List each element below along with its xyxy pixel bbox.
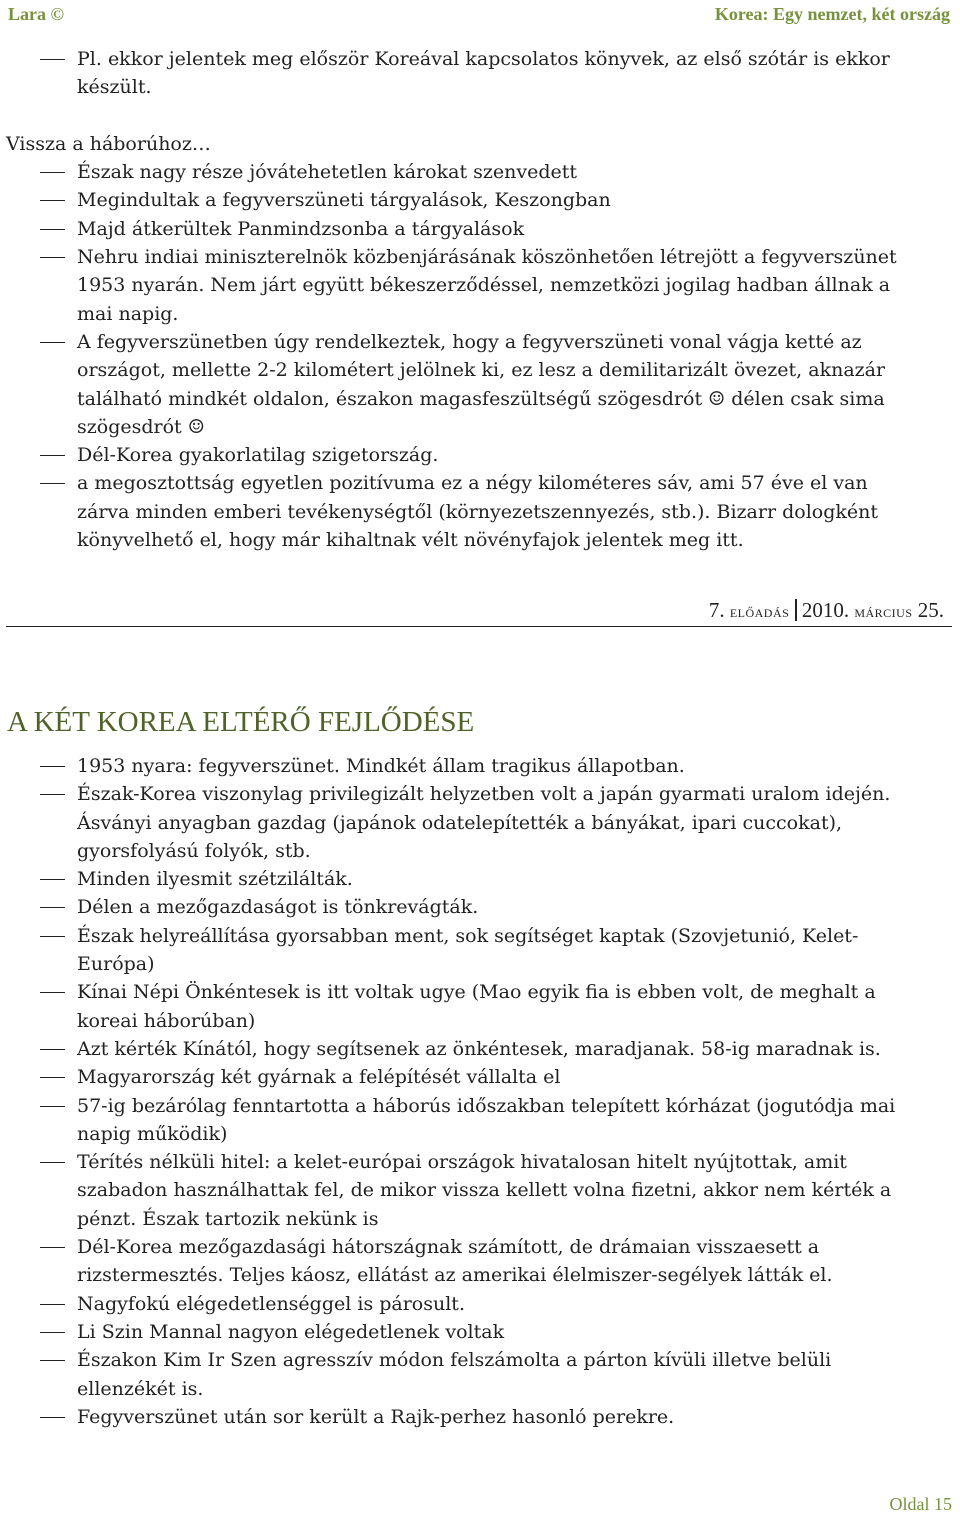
dash-bullet [40, 1247, 65, 1248]
intro-list [0, 45, 960, 102]
lecture-date [709, 598, 944, 623]
dash-bullet [40, 907, 65, 908]
list-item [0, 1148, 937, 1233]
dash-bullet [40, 455, 65, 456]
list-item-line: Európa) [77, 953, 155, 976]
dash-bullet [40, 342, 65, 343]
list-item-line: 57-ig bezárólag fenntartotta a háborús időszakban telepített kórházat (jogutódja mai [77, 1094, 896, 1117]
dash-bullet [40, 766, 65, 767]
subheading: Vissza a háborúhoz… [6, 132, 211, 155]
list-item-line: Térítés nélküli hitel: a kelet-európai országok hivatalosan hitelt nyújtottak, amit [77, 1151, 847, 1174]
lecture-year: 2010. [801, 598, 850, 622]
list-item-line: mai napig. [77, 302, 179, 325]
header-document-title: Korea: Egy nemzet, két ország [714, 4, 950, 24]
list-item-line: szögesdrót ☺ [77, 415, 205, 438]
list-item-line: rizstermesztés. Teljes káosz, ellátást az amerikai élelmiszer-segélyek látták el. [77, 1264, 833, 1287]
list-item-line: 1953 nyarán. Nem járt együtt békeszerződéssel, nemzetközi jogilag hadban állnak a [77, 274, 891, 297]
list-item-line: koreai háborúban) [77, 1009, 256, 1032]
list-item-line: Kínai Népi Önkéntesek is itt voltak ugye (Mao egyik fia is ebben volt, de meghalt a [77, 981, 876, 1004]
list-item-line: országot, mellette 2-2 kilométert jelölnek ki, ez lesz a demilitarizált övezet, aknazár [77, 359, 886, 382]
list-item-line: gyorsfolyású folyók, stb. [77, 839, 311, 862]
list-item [0, 1318, 937, 1346]
list-item-line: található mindkét oldalon, északon magasfeszültségű szögesdrót ☺ délen csak sima [77, 387, 885, 410]
list-item-line: Észak helyreállítása gyorsabban ment, sok segítséget kaptak (Szovjetunió, Kelet- [77, 924, 859, 947]
list-item-line: Megindultak a fegyverszüneti tárgyalások, Keszongban [77, 189, 611, 212]
dash-bullet [40, 1360, 65, 1361]
dash-bullet [40, 1077, 65, 1078]
dash-bullet [40, 1162, 65, 1163]
date-separator [795, 599, 797, 621]
list-item-line: Délen a mezőgazdaságot is tönkrevágták. [77, 896, 479, 919]
list-item-line: napig működik) [77, 1122, 228, 1145]
dash-bullet [40, 59, 65, 60]
dash-bullet [40, 172, 65, 173]
lecture-month: MÁRCIUS [854, 606, 913, 620]
list-item [0, 922, 937, 979]
list-item-line: A fegyverszünetben úgy rendelkeztek, hogy a fegyverszüneti vonal vágja ketté az [77, 330, 862, 353]
lecture-number: 7. [708, 598, 725, 622]
list-item-line: Ásványi anyagban gazdag (japánok odatelepítették a bányákat, ipari cuccokat), [77, 811, 843, 834]
page-number: Oldal 15 [889, 1494, 952, 1514]
dash-bullet [40, 1049, 65, 1050]
list-item-line: Azt kérték Kínától, hogy segítsenek az önkéntesek, maradjanak. 58-ig maradnak is. [77, 1037, 881, 1060]
list-item [0, 1035, 937, 1063]
list-item-line: pénzt. Észak tartozik nekünk is [77, 1207, 379, 1230]
list-item-line: szabadon használhattak fel, de mikor vissza kellett volna fizetni, akkor nem kérték a [77, 1179, 892, 1202]
list-item [0, 752, 937, 780]
list-item [0, 186, 937, 214]
dash-bullet [40, 200, 65, 201]
list-item [0, 1092, 937, 1149]
section-title: A KÉT KOREA ELTÉRŐ FEJLŐDÉSE [7, 706, 475, 738]
list-item [0, 865, 937, 893]
list-item-line: Majd átkerültek Panmindzsonba a tárgyalások [77, 217, 525, 240]
list-item-line: könyvelhető el, hogy már kihaltnak vélt növényfajok jelentek meg itt. [77, 529, 744, 552]
list-item [0, 1403, 937, 1431]
list-item [0, 441, 937, 469]
dash-bullet [40, 1332, 65, 1333]
development-list [0, 752, 960, 1431]
header-author: Lara © [8, 4, 64, 24]
dash-bullet [40, 1106, 65, 1107]
list-item [0, 215, 937, 243]
lecture-date-rule [6, 598, 952, 627]
list-item-line: Nagyfokú elégedetlenséggel is párosult. [77, 1292, 465, 1315]
list-item [0, 1290, 937, 1318]
list-item [0, 1063, 937, 1091]
dash-bullet [40, 936, 65, 937]
lecture-day: 25. [917, 598, 944, 622]
list-item [0, 978, 937, 1035]
list-item [0, 328, 937, 441]
list-item-line: Magyarország két gyárnak a felépítését vállalta el [77, 1066, 561, 1089]
war-notes-list [0, 158, 960, 554]
list-item-line: 1953 nyara: fegyverszünet. Mindkét állam tragikus állapotban. [77, 755, 685, 777]
list-item [0, 469, 937, 554]
list-item-line: Minden ilyesmit szétzilálták. [77, 868, 353, 891]
dash-bullet [40, 879, 65, 880]
page-header [0, 0, 960, 34]
list-item-line: ellenzékét is. [77, 1377, 204, 1400]
dash-bullet [40, 992, 65, 993]
dash-bullet [40, 1417, 65, 1418]
blank-line [0, 102, 960, 130]
list-item [0, 1346, 937, 1403]
list-item-line: Észak nagy része jóvátehetetlen károkat szenvedett [77, 161, 578, 184]
list-item-line: zárva minden emberi tevékenységtől (környezetszennyezés, stb.). Bizarr dologként [77, 500, 878, 523]
list-item [0, 243, 937, 328]
lecture-label: ELŐADÁS [729, 606, 790, 620]
dash-bullet [40, 794, 65, 795]
list-item-line: Észak-Korea viszonylag privilegizált helyzetben volt a japán gyarmati uralom idején. [77, 783, 891, 806]
list-item-line: készült. [77, 76, 152, 99]
notes-continued-section [0, 45, 960, 554]
list-item-line: Fegyverszünet után sor került a Rajk-perhez hasonló perekre. [77, 1405, 675, 1428]
list-item-line: Pl. ekkor jelentek meg először Koreával kapcsolatos könyvek, az első szótár is ekkor [77, 48, 890, 70]
list-item [0, 45, 937, 102]
dash-bullet [40, 257, 65, 258]
list-item [0, 1233, 937, 1290]
list-item-line: a megosztottság egyetlen pozitívuma ez a négy kilométeres sáv, ami 57 éve el van [77, 472, 868, 495]
list-item [0, 780, 937, 865]
dash-bullet [40, 229, 65, 230]
list-item-line: Dél-Korea gyakorlatilag szigetország. [77, 444, 439, 467]
list-item-line: Nehru indiai miniszterelnök közbenjárásának köszönhetően létrejött a fegyverszünet [77, 246, 897, 269]
dash-bullet [40, 483, 65, 484]
list-item-line: Li Szin Mannal nagyon elégedetlenek voltak [77, 1320, 505, 1343]
list-item [0, 158, 937, 186]
list-item [0, 893, 937, 921]
list-item-line: Dél-Korea mezőgazdasági hátországnak számított, de drámaian visszaesett a [77, 1236, 820, 1259]
list-item-line: Északon Kim Ir Szen agresszív módon felszámolta a párton kívüli illetve belüli [77, 1349, 832, 1372]
dash-bullet [40, 1304, 65, 1305]
divergent-development-section [0, 752, 960, 1431]
